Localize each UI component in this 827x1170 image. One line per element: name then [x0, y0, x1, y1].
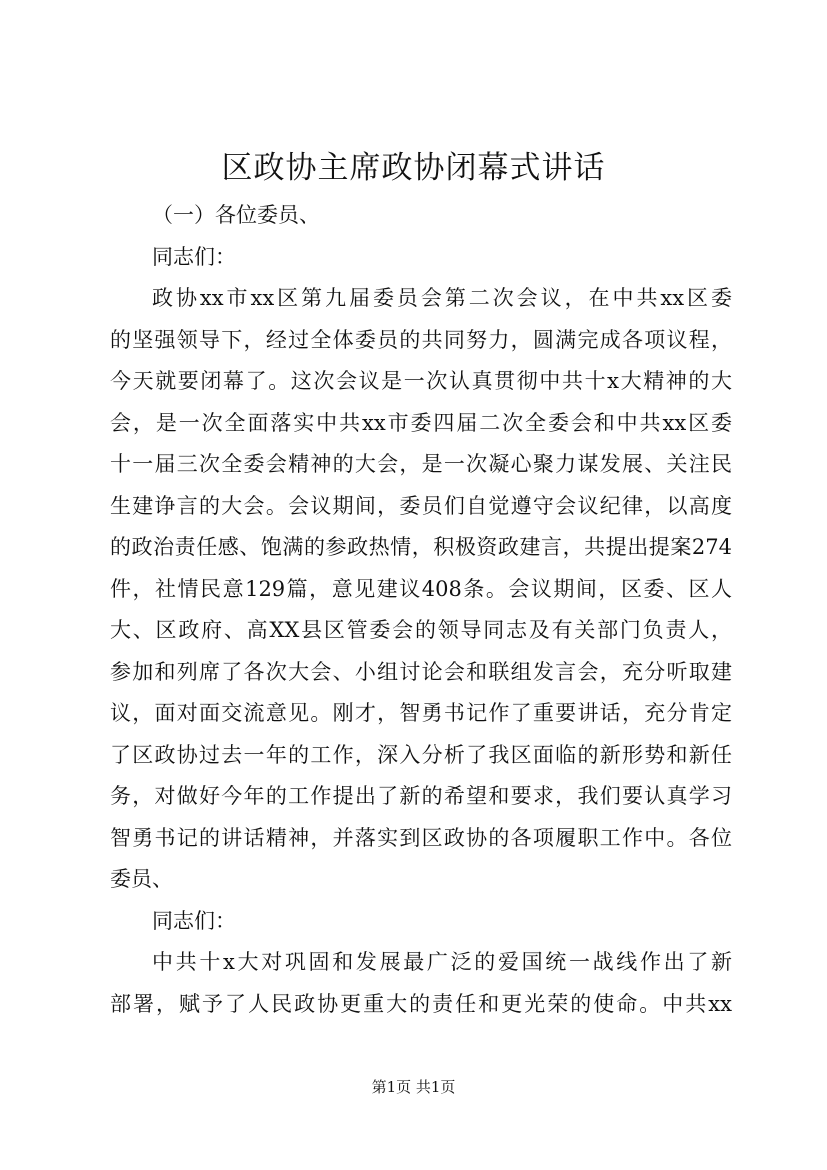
text-line: 议，面对面交流意见。刚才，智勇书记作了重要讲话，充分肯定	[110, 701, 732, 725]
paragraph	[110, 278, 732, 901]
text-line: 了区政协过去一年的工作，深入分析了我区面临的新形势和新任	[110, 742, 732, 767]
text-line: 的政治责任感、饱满的参政热情，积极资政建言，共提出提案274	[110, 535, 732, 559]
paragraph	[110, 901, 732, 943]
text-line: 同志们：	[152, 908, 236, 933]
text-line: 委员、	[110, 867, 173, 891]
paragraph	[110, 195, 732, 237]
text-line: 十一届三次全委会精神的大会，是一次凝心聚力谋发展、关注民	[110, 452, 732, 476]
paragraph	[110, 237, 732, 279]
text-line: 参加和列席了各次大会、小组讨论会和联组发言会，充分听取建	[110, 659, 732, 684]
page-footer: 第1页 共1页	[371, 1078, 456, 1096]
text-line: 政协xx市xx区第九届委员会第二次会议，在中共xx区委	[152, 286, 732, 310]
text-line: 的坚强领导下，经过全体委员的共同努力，圆满完成各项议程，	[110, 327, 732, 352]
text-line: 大、区政府、高XX县区管委会的领导同志及有关部门负责人，	[110, 618, 732, 642]
text-line: 同志们：	[152, 244, 236, 269]
paragraph	[110, 942, 732, 1025]
text-line: 智勇书记的讲话精神，并落实到区政协的各项履职工作中。各位	[110, 825, 732, 850]
text-line: 件，社情民意129篇，意见建议408条。会议期间，区委、区人	[110, 576, 732, 601]
text-line: （一）各位委员、	[152, 203, 320, 227]
text-line: 部署，赋予了人民政协更重大的责任和更光荣的使命。中共xx	[110, 991, 732, 1016]
text-line: 生建诤言的大会。会议期间，委员们自觉遵守会议纪律，以高度	[110, 493, 732, 518]
document-body	[110, 195, 732, 1025]
text-line: 今天就要闭幕了。这次会议是一次认真贯彻中共十x大精神的大	[110, 369, 732, 393]
document-title: 区政协主席政协闭幕式讲话	[221, 150, 606, 186]
text-line: 会，是一次全面落实中共xx市委四届二次全委会和中共xx区委	[110, 410, 732, 435]
text-line: 中共十x大对巩固和发展最广泛的爱国统一战线作出了新	[152, 950, 732, 974]
text-line: 务，对做好今年的工作提出了新的希望和要求，我们要认真学习	[110, 784, 732, 808]
